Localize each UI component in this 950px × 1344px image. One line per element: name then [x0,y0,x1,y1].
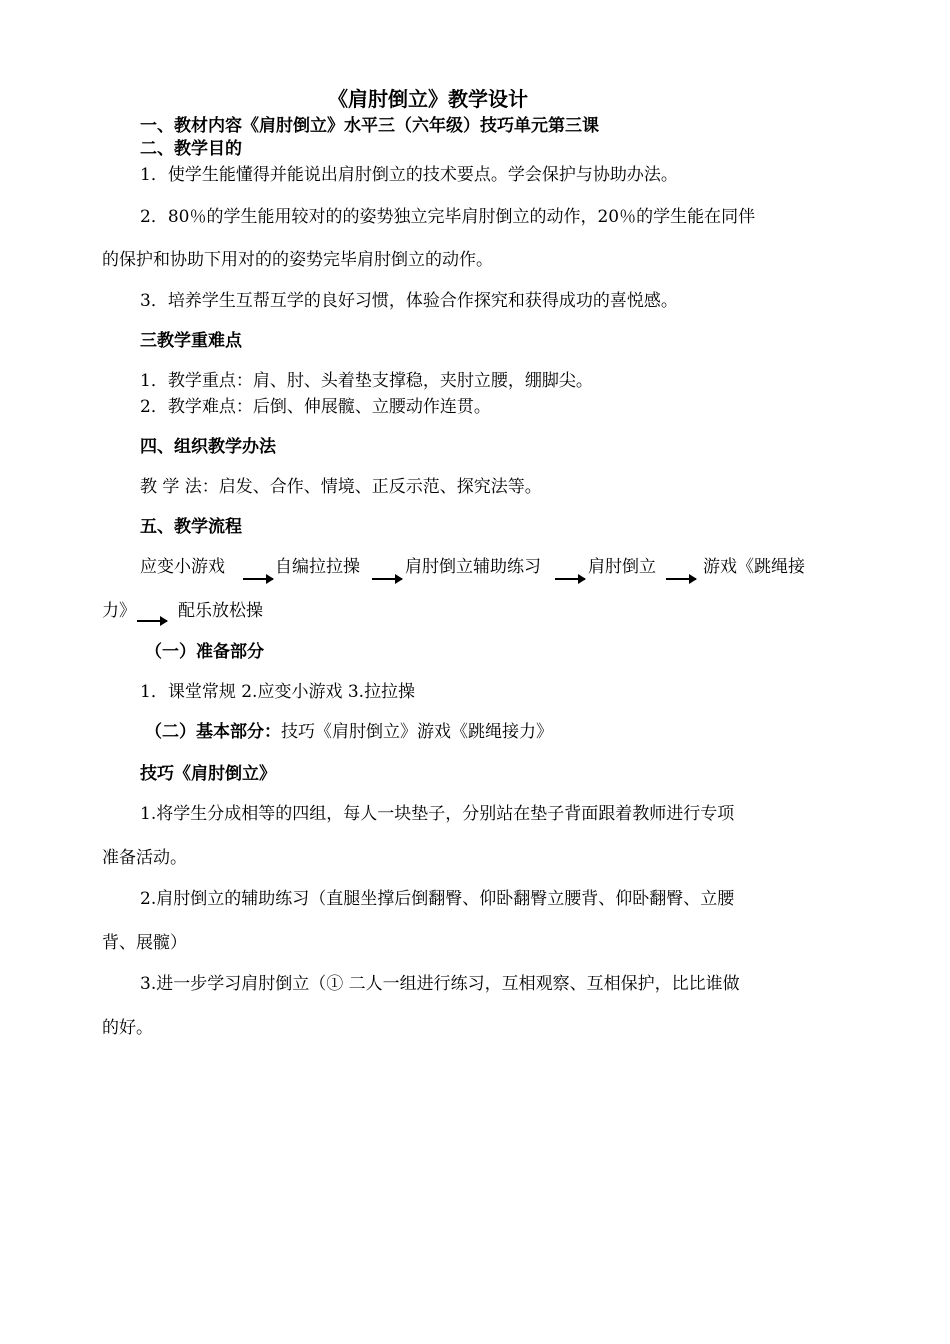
paragraph: 准备活动。 [102,848,187,868]
paragraph: 的好。 [102,1018,153,1038]
paragraph: 1.将学生分成相等的四组，每人一块垫子，分别站在垫子背面跟着教师进行专项 [140,804,735,824]
flow-step: 肩肘倒立 [588,557,656,577]
subsection-heading-basic: （二）基本部分： [145,722,281,742]
paragraph: 1．课堂常规 2.应变小游戏 3.拉拉操 [140,682,416,702]
paragraph: 1．教学重点：肩、肘、头着垫支撑稳，夹肘立腰，绷脚尖。 [140,371,593,391]
paragraph: 3.进一步学习肩肘倒立（① 二人一组进行练习，互相观察、互相保护，比比谁做 [140,974,740,994]
flow-step: 肩肘倒立辅助练习 [405,557,541,577]
paragraph: 2．教学难点：后倒、伸展髋、立腰动作连贯。 [140,397,491,417]
paragraph: 背、展髋） [102,933,187,953]
flow-arrow [137,620,167,622]
section-heading-1: 一、教材内容《肩肘倒立》水平三（六年级）技巧单元第三课 [140,116,599,136]
section-heading-2: 二、教学目的 [140,139,242,159]
section-heading-5: 五、教学流程 [140,517,242,537]
paragraph: 2.肩肘倒立的辅助练习（直腿坐撑后倒翻臀、仰卧翻臀立腰背、仰卧翻臀、立腰 [140,889,735,909]
subsection-basic-line [145,721,553,743]
paragraph: 教 学 法：启发、合作、情境、正反示范、探究法等。 [140,477,542,497]
subsection-heading-skill: 技巧《肩肘倒立》 [140,764,276,784]
paragraph: 1．使学生能懂得并能说出肩肘倒立的技术要点。学会保护与协助办法。 [140,165,678,185]
flow-step: 应变小游戏 [140,557,225,577]
flow-step: 游戏《跳绳接 [703,557,805,577]
paragraph: 的保护和协助下用对的的姿势完毕肩肘倒立的动作。 [102,250,493,270]
flow-arrow [666,578,696,580]
flow-arrow [372,578,402,580]
flow-arrow [243,578,273,580]
flow-step: 配乐放松操 [178,601,263,621]
subsection-heading-prep: （一）准备部分 [145,642,264,662]
paragraph: 3．培养学生互帮互学的良好习惯，体验合作探究和获得成功的喜悦感。 [140,291,678,311]
page-title: 《肩肘倒立》教学设计 [328,87,528,111]
flow-arrow [555,578,585,580]
section-heading-4: 四、组织教学办法 [140,437,276,457]
paragraph: 2．80％的学生能用较对的的姿势独立完毕肩肘倒立的动作，20％的学生能在同伴 [140,207,756,227]
flow-step: 力》 [102,601,136,621]
subsection-basic-content: 技巧《肩肘倒立》游戏《跳绳接力》 [281,722,553,742]
section-heading-3: 三教学重难点 [140,331,242,351]
flow-step: 自编拉拉操 [275,557,360,577]
